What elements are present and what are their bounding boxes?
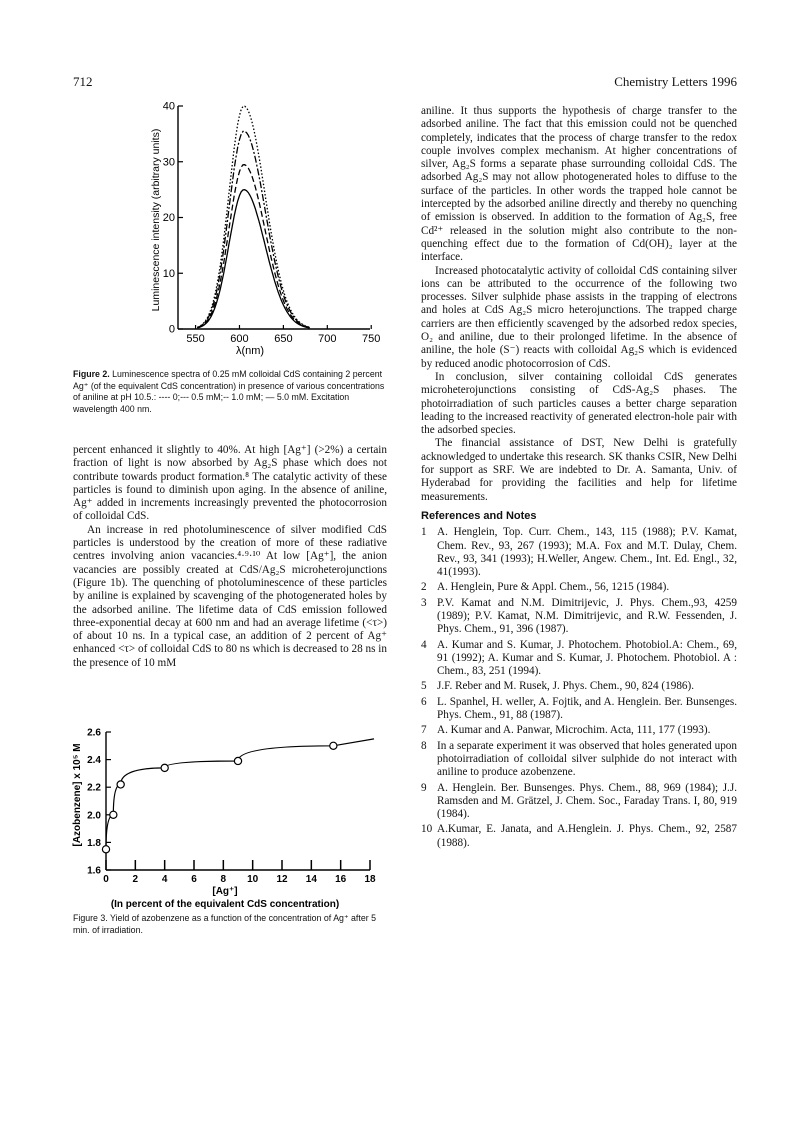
fig3-data-point xyxy=(102,846,109,853)
reference-text: A. Henglein, Pure & Appl. Chem., 56, 1215 (1984). xyxy=(437,581,670,594)
fig3-data-point xyxy=(110,811,117,818)
reference-number: 10 xyxy=(421,823,433,836)
reference-number: 5 xyxy=(421,680,427,693)
fig2-y-tick-label: 10 xyxy=(162,267,175,280)
reference-item xyxy=(421,724,737,737)
figure-3-caption xyxy=(73,913,389,936)
reference-text: In a separate experiment it was observed that holes generated upon photoirradiation of colloidal silver sulphide do not interact with aniline to produce azobenzene. xyxy=(437,739,737,779)
reference-item xyxy=(421,526,737,579)
fig3-y-axis-label: [Azobenzene] x 10⁵ M xyxy=(72,743,83,847)
fig2-y-tick-label: 20 xyxy=(162,212,175,224)
fig2-series-line xyxy=(197,106,309,327)
fig3-x-axis-label: [Ag⁺] xyxy=(212,886,238,897)
fig3-x-axis-sublabel: (In percent of the equivalent CdS concentration) xyxy=(110,899,340,910)
fig3-series-line xyxy=(106,739,374,849)
reference-number: 9 xyxy=(421,781,427,794)
reference-text: L. Spanhel, H. weller, A. Fojtik, and A. Henglein. Ber. Bunsenges. Phys. Chem., 91, 88 (1987). xyxy=(437,695,737,722)
fig3-x-tick-label: 0 xyxy=(103,874,109,885)
fig3-x-tick-label: 8 xyxy=(220,874,227,885)
reference-text: A.Kumar, E. Janata, and A.Henglein. J. Phys. Chem., 92, 2587 (1988). xyxy=(437,823,737,849)
fig3-data-point xyxy=(161,764,168,771)
reference-text: A. Henglein, Top. Curr. Chem., 143, 115 (1988); P.V. Kamat, Chem. Rev., 93, 267 (1993); M.A. Fox and M.T. Dulay, Chem. Rev., 93, 341 (1993); H.Weller, Angew. Chem., Int. Ed. Engl., 32, 41(1993). xyxy=(437,526,737,579)
right-column-text xyxy=(421,105,737,852)
fig3-y-tick-label: 1.8 xyxy=(87,837,101,849)
fig3-y-tick-label: 2.4 xyxy=(87,755,101,767)
fig3-x-tick-label: 16 xyxy=(335,874,347,885)
reference-item xyxy=(421,740,737,780)
figure-3-caption-text: Yield of azobenzene as a function of the concentration of Ag⁺ after 5 min. of irradiation. xyxy=(73,913,376,935)
reference-item xyxy=(421,680,737,693)
fig3-x-tick-label: 2 xyxy=(132,874,139,885)
reference-item xyxy=(421,696,737,723)
figure-2-caption-text: Luminescence spectra of 0.25 mM colloidal CdS containing 2 percent Ag⁺ (of the equivalent CdS concentration) in presence of various concentrations of aniline at pH 10.5.: ---- 0;--- 0.5 mM;-- 1.0 mM; — 5.0 mM. Excitation wavelength 400 nm. xyxy=(73,369,385,414)
figure-2-label: Figure 2. xyxy=(73,369,110,379)
references-list xyxy=(421,526,737,850)
reference-item xyxy=(421,823,737,850)
reference-item xyxy=(421,581,737,594)
reference-item xyxy=(421,782,737,822)
paragraph: aniline. It thus supports the hypothesis of charge transfer to the adsorbed aniline. The fact that this emission could not be quenched completely, indicates that the process of charge transfer to the redox couple involves complex mechanism. At higher concentrations of silver, Ag₂S forms a separate phase surrounding colloidal CdS. The adsorbed Ag₂S may not allow photogenerated holes to diffuse to the surface of the particles. In other words the trapped hole cannot be intercepted by the adsorbed aniline directly and thereby no quenching of emission is observed. In addition to the formation of Ag₂S, free Cd²⁺ released in the solution might also contribute to the non-quenching effect due to the formation of Cd(OH)₂ layer at the interface. xyxy=(421,105,737,264)
reference-number: 7 xyxy=(421,724,427,737)
reference-item xyxy=(421,597,737,637)
fig3-x-tick-label: 18 xyxy=(364,874,376,885)
reference-text: A. Kumar and S. Kumar, J. Photochem. Photobiol.A: Chem., 69, 91 (1992); A. Kumar and S. Kumar, J. Photochem. Photobiol. A : Chem., 83, 251 (1994). xyxy=(437,638,737,678)
reference-item xyxy=(421,639,737,679)
paragraph: The financial assistance of DST, New Delhi is gratefully acknowledged to undertake this research. SK thanks CSIR, New Delhi for support as SRF. We are indebted to Dr. A. Samanta, Univ. of Hyderabad for providing the facilities and help for lifetime measurements. xyxy=(421,437,737,503)
fig3-y-tick-label: 2.6 xyxy=(87,727,101,739)
figure-2-chart xyxy=(130,100,390,362)
reference-number: 6 xyxy=(421,695,427,708)
fig2-x-tick-label: 550 xyxy=(186,333,205,345)
reference-number: 3 xyxy=(421,596,427,609)
fig2-y-tick-label: 40 xyxy=(162,100,175,113)
fig2-y-tick-label: 0 xyxy=(168,323,175,336)
fig3-y-tick-label: 2.2 xyxy=(87,782,101,794)
fig2-x-tick-label: 600 xyxy=(230,333,249,345)
figure-3-chart xyxy=(68,722,388,910)
fig2-y-axis-label: Luminescence intensity (arbitrary units) xyxy=(150,128,162,312)
fig2-x-tick-label: 650 xyxy=(274,333,293,345)
fig3-data-point xyxy=(117,781,124,788)
reference-number: 1 xyxy=(421,526,427,539)
references-title: References and Notes xyxy=(421,509,537,522)
fig3-x-tick-label: 6 xyxy=(191,874,197,885)
figure-2-caption xyxy=(73,369,389,415)
reference-number: 4 xyxy=(421,638,427,651)
fig2-x-axis-label: λ(nm) xyxy=(235,345,265,357)
paragraph: An increase in red photoluminescence of silver modified CdS particles is understood by the creation of more of these radiative centres involving anion vacancies.⁴·⁹·¹⁰ At low [Ag⁺], the anion vacancies are possibly created at CdS/Ag₂S microheterojunctions (Figure 1b). The quenching of photoluminescence of these particles by aniline is explained by scavenging of the photogenerated holes by the adsorbed aniline. The lifetime data of CdS emission followed three-exponential decay at 600 nm and had an average lifetime (<τ>) of about 10 ns. In a typical case, an addition of 2 percent of Ag⁺ enhanced <τ> of colloidal CdS to 80 ns which is decreased to 28 ns in the presence of 10 mM xyxy=(73,523,387,669)
fig2-y-tick-label: 30 xyxy=(162,156,175,169)
paragraph: Increased photocatalytic activity of colloidal CdS containing silver ions can be attributed to the occurrence of the following two processes. Silver sulphide phase assists in the trapping of electrons and holes at CdS Ag₂S micro heterojunctions. The trapped charge carriers are then efficiently scavenged by the adsorbed redox species, O₂ and aniline, due to their prolonged lifetime. In the absence of aniline, the hole (S⁻) reacts with colloidal Ag₂S which is evidenced by reduced anodic photocorrosion of CdS. xyxy=(421,264,737,370)
fig3-x-tick-label: 4 xyxy=(161,874,168,885)
paragraph: In conclusion, silver containing colloidal CdS generates microheterojunctions consisting of CdS-Ag₂S phases. The photoirradiation of such particles causes a better charge separation leading to the increased reactivity of generated electron-hole pair with the adsorbed species. xyxy=(421,370,737,437)
reference-text: A. Kumar and A. Panwar, Microchim. Acta, 111, 177 (1993). xyxy=(437,724,711,737)
reference-text: J.F. Reber and M. Rusek, J. Phys. Chem., 90, 824 (1986). xyxy=(437,680,695,693)
fig2-x-tick-label: 700 xyxy=(318,333,337,345)
fig3-data-point xyxy=(234,757,241,764)
page-number: 712 xyxy=(73,74,93,89)
reference-text: A. Henglein. Ber. Bunsenges. Phys. Chem., 88, 969 (1984); J.J. Ramsden and M. Grätzel, J. Chem. Soc., Faraday Trans. I, 80, 919 (1984). xyxy=(437,781,737,821)
reference-number: 8 xyxy=(421,739,427,752)
fig3-x-tick-label: 14 xyxy=(305,874,317,885)
paragraph: percent enhanced it slightly to 40%. At high [Ag⁺] (>2%) a certain fraction of light is now absorbed by Ag₂S phase which does not contribute towards product formation.⁸ The catalytic activity of these particles is found to diminish upon aging. In the absence of aniline, Ag⁺ added in increments increasingly prevented the photocorrosion of colloidal CdS. xyxy=(73,444,387,523)
reference-number: 2 xyxy=(421,581,427,594)
fig3-x-tick-label: 10 xyxy=(247,874,259,885)
journal-title: Chemistry Letters 1996 xyxy=(614,74,737,89)
fig3-x-tick-label: 12 xyxy=(276,874,288,885)
fig2-x-tick-label: 750 xyxy=(362,333,381,345)
fig3-y-tick-label: 2.0 xyxy=(87,810,101,822)
fig3-y-tick-label: 1.6 xyxy=(87,865,101,877)
fig3-data-point xyxy=(330,742,337,749)
left-column-text xyxy=(73,444,387,670)
figure-3-label: Figure 3. xyxy=(73,913,108,923)
reference-text: P.V. Kamat and N.M. Dimitrijevic, J. Phys. Chem.,93, 4259 (1989); P.V. Kamat, N.M. Dimitrijevic, and R.W. Fessenden, J. Phys. Chem., 91, 396 (1987). xyxy=(437,596,737,636)
